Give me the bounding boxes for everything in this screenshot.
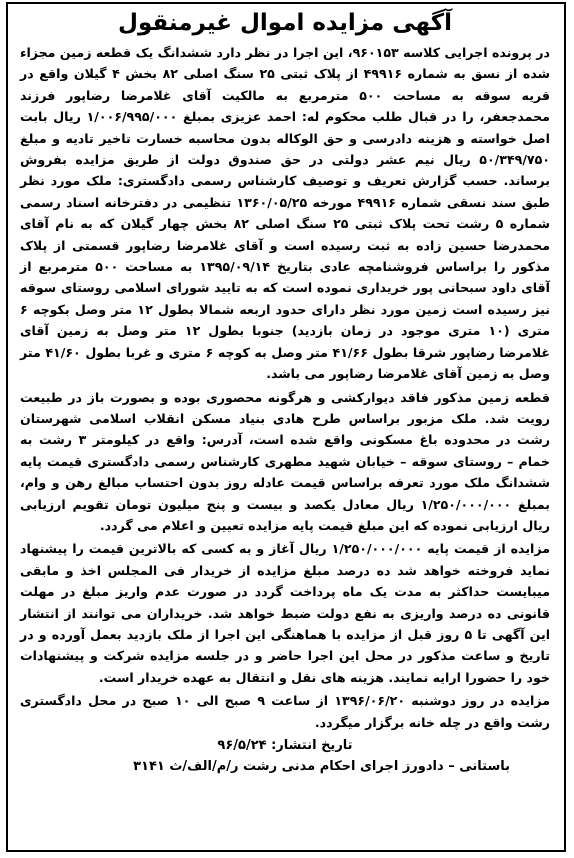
signature-line: باستانی – دادورز اجرای احکام مدنی رشت ر/م/الف/ث ۳۱۴۱	[133, 759, 510, 775]
auction-notice	[6, 2, 566, 852]
notice-paragraph-3: مزایده از قیمت پایه ۱/۲۵۰/۰۰۰/۰۰۰ ریال آغاز و به کسی که بالاترین قیمت را پیشنهاد نماید فروخته خواهد شد ده درصد مبلغ مزایده از خریدار فی المجلس اخذ و مابقی میبایست حداکثر به مدت یک ماه پرداخت گردد در صورت عدم واریز مبلغ در مهلت قانونی ده درصد واریزی به نفع دولت ضبط خواهد شد. خریداران می توانند از انتشار این آگهی تا ۵ روز قبل از مزایده با هماهنگی این اجرا از ملک بازدید بعمل آورده و در تاریخ و ساعت مذکور در محل این اجرا حاضر و در جلسه مزایده شرکت و پیشنهادات خود را حضورا ارایه نمایند. هزینه های نقل و انتقال به عهده خریدار است.	[20, 541, 551, 685]
publish-date: تاریخ انتشار: ۹۶/۵/۲۴	[217, 738, 353, 753]
notice-paragraph-2: قطعه زمین مذکور فاقد دیوارکشی و هرگونه محصوری بوده و بصورت باز در طبیعت رویت شد. ملک مزبور براساس طرح هادی بنیاد مسکن انقلاب اسلامی شهرستان رشت در محدوده باغ مسکونی واقع شده است، آدرس: واقع در کیلومتر ۳ رشت به خمام – روستای سوقه – خیابان شهید مطهری کارشناس رسمی دادگستری قیمت پایه ششدانگ ملک مورد تعرفه براساس قیمت عادله روز بدون احتساب مبالغ رهن و وام، بمبلغ ۱/۲۵۰/۰۰۰/۰۰۰ ریال معادل یکصد و بیست و پنج میلیون تومان تقویم ارزیابی ریال ارزیابی نموده که این مبلغ قیمت پایه مزایده تعیین و اعلام می گردد.	[20, 389, 551, 533]
notice-paragraph-1: در پرونده اجرایی کلاسه ۹۶۰۱۵۳، این اجرا در نظر دارد ششدانگ یک قطعه زمین مجزاء شده از نسق به شماره ۴۹۹۱۶ از پلاک ثبتی ۲۵ سنگ اصلی ۸۲ بخش ۴ گیلان واقع در قریه سوقه به مساحت ۵۰۰ مترمربع به مالکیت آقای غلامرضا رضاپور فرزند محمدجعفر، را در قبال طلب محکوم له: احمد عزیزی بمبلغ ۱/۰۰۶/۹۹۵/۰۰۰ ریال بابت اصل خواسته و هزینه دادرسی و حق الوکاله بدون محاسبه خسارت تاخیر تادیه و مبلغ ۵۰/۳۴۹/۷۵۰ ریال نیم عشر دولتی در حق صندوق دولت از طریق مزایده بفروش برساند. حسب گزارش تعریف و توصیف کارشناس رسمی دادگستری: ملک مورد نظر طبق سند نسقی شماره ۴۹۹۱۶ مورخه ۱۳۶۰/۰۵/۲۵ تنظیمی در دفترخانه اسناد رسمی شماره ۵ رشت تحت پلاک ثبتی ۲۵ سنگ اصلی ۸۲ بخش چهار گیلان که به نام آقای محمدرضا حسین زاده به ثبت رسیده است و آقای غلامرضا رضاپور قسمتی از پلاک مذکور را براساس فروشنامچه عادی بتاریخ ۱۳۹۵/۰۹/۱۴ به مساحت ۵۰۰ مترمربع از آقای داود سبحانی پور خریداری نموده است که به تایید شورای اسلامی روستای سوقه نیز رسیده است زمین مورد نظر دارای حدود اربعه شمالا بطول ۱۲ متر وصل بکوچه ۶ متری (۱۰ متری موجود در زمان بازدید) جنوبا بطول ۱۲ متر وصل به زمین آقای غلامرضا رضاپور شرقا بطول ۴۱/۶۶ متر وصل به کوچه ۶ متری و غربا بطول ۴۱/۶۰ متر وصل به زمین آقای غلامرضا رضاپور می باشد.	[20, 45, 551, 382]
notice-title: آگهی مزایده اموال غیرمنقول	[117, 10, 453, 36]
notice-paragraph-4: مزایده در روز دوشنبه ۱۳۹۶/۰۶/۲۰ از ساعت ۹ صبح الی ۱۰ صبح در محل دادگستری رشت واقع در چله خانه برگزار میگردد.	[20, 693, 551, 730]
